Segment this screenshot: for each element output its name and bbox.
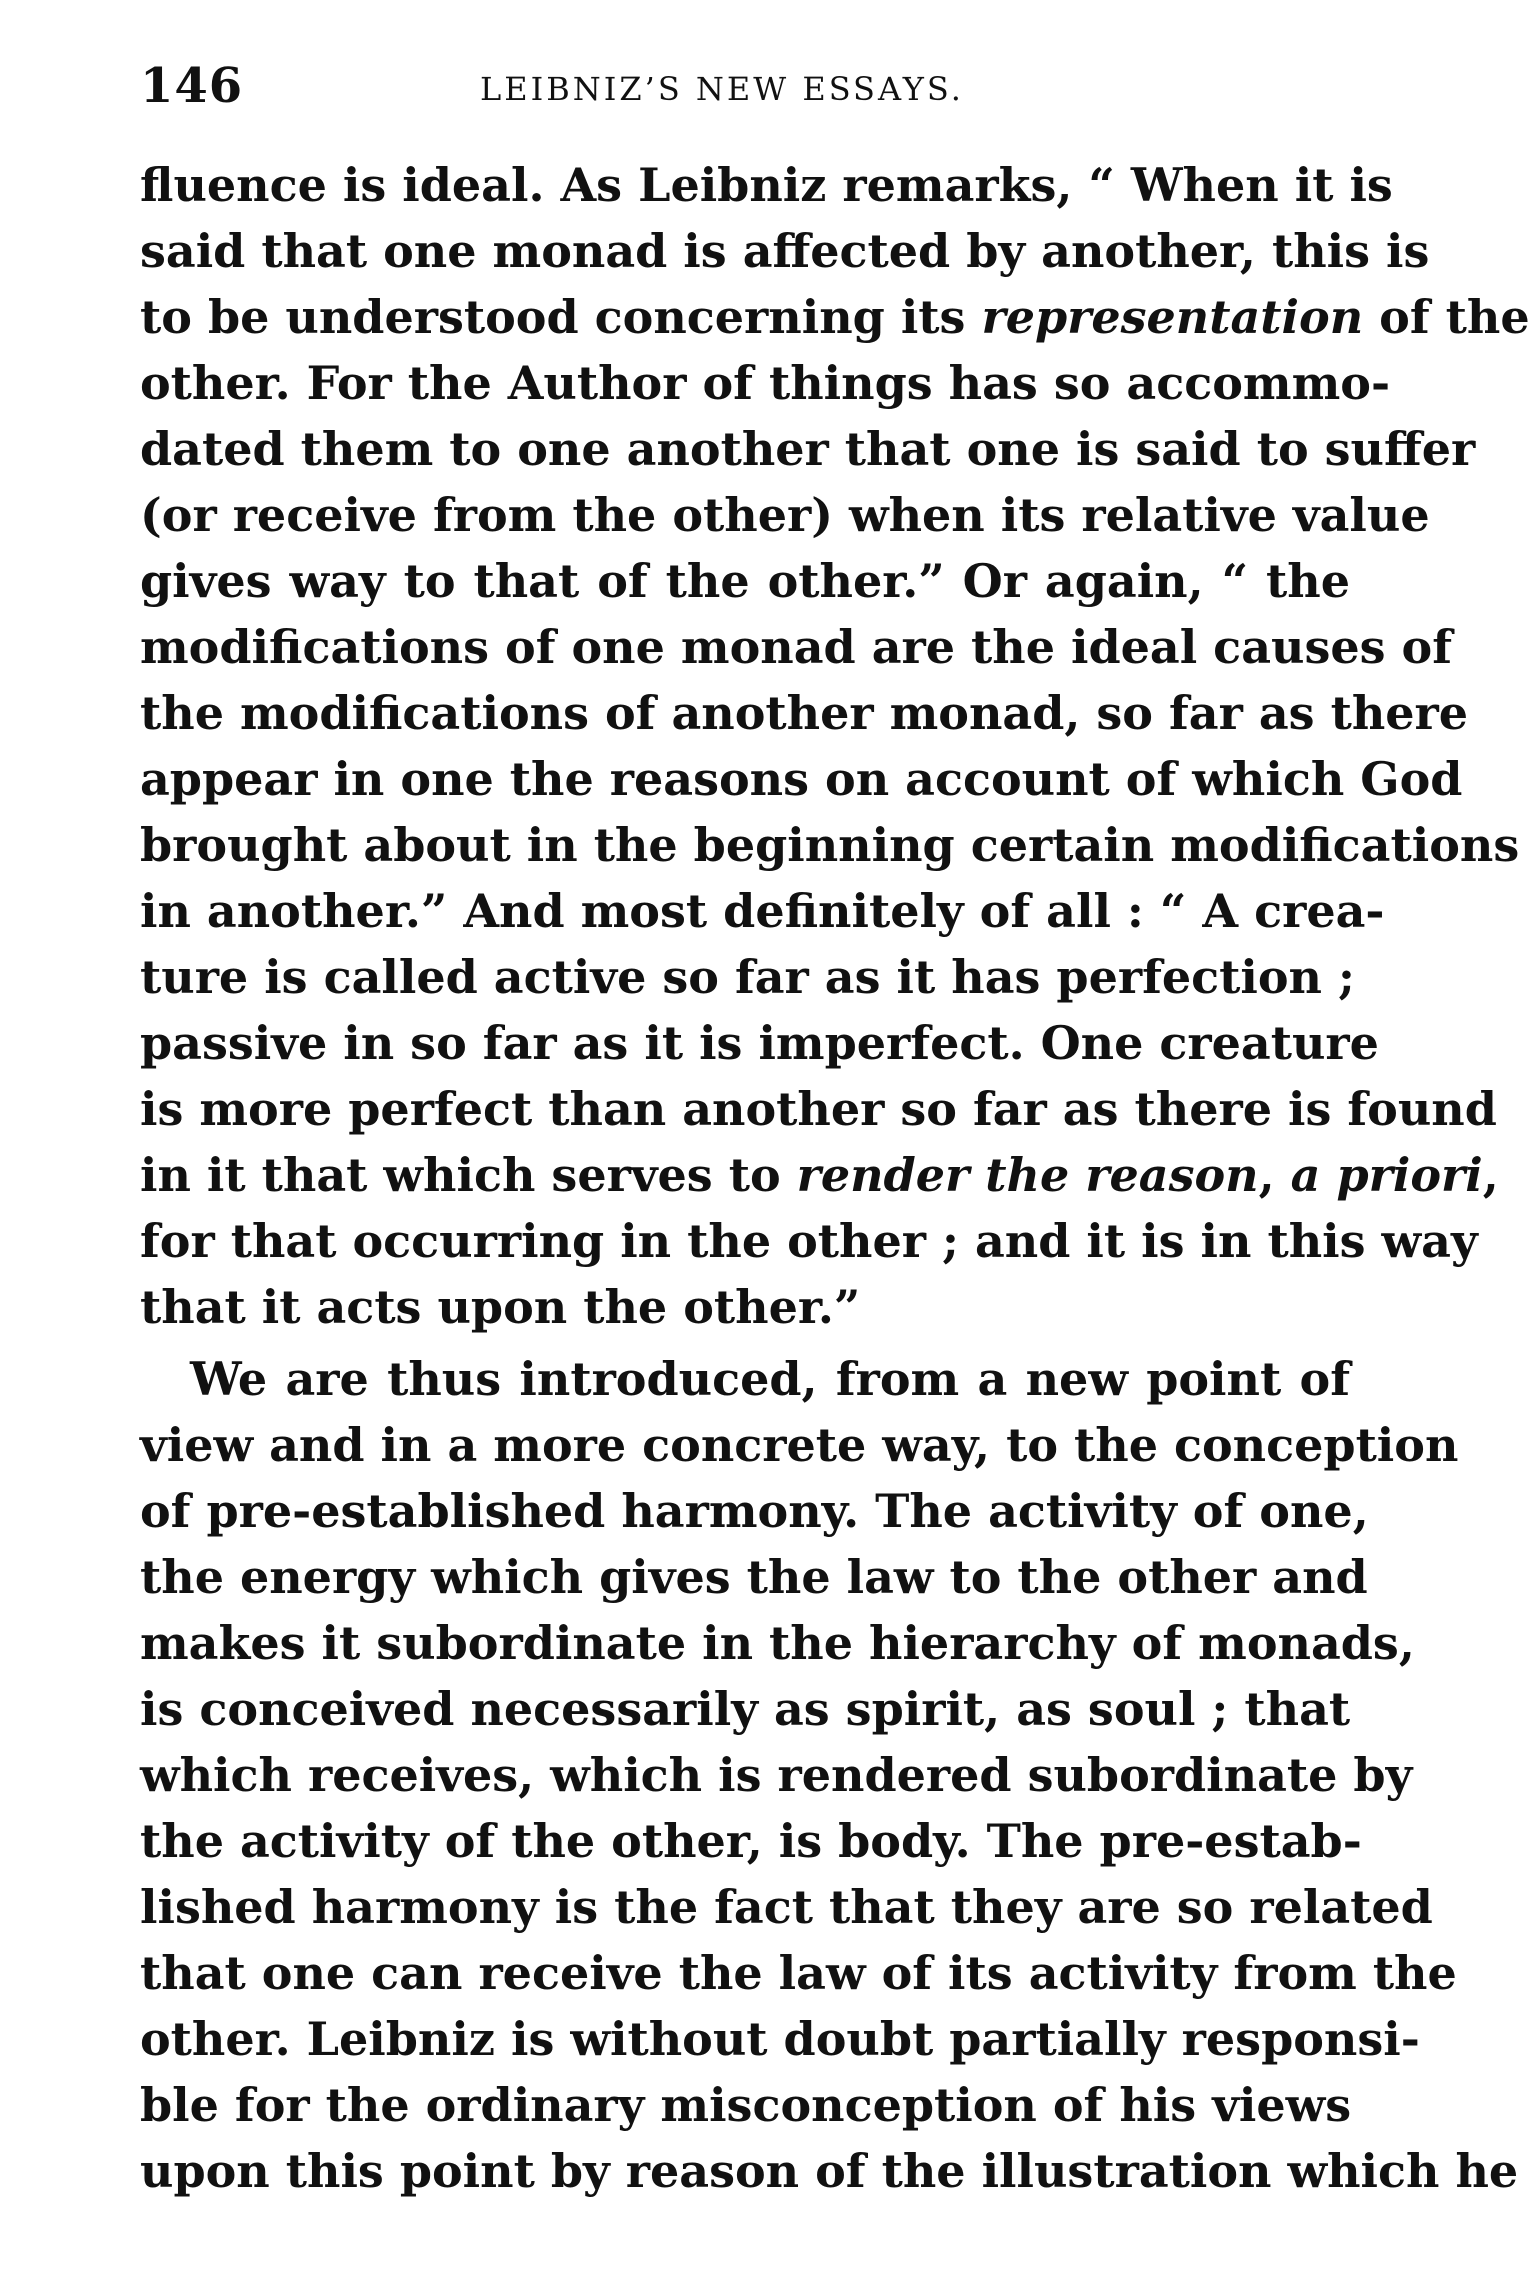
text-line: brought about in the beginning certain modifications xyxy=(140,818,1520,872)
text-run: , xyxy=(1258,1148,1291,1202)
text-line: dated them to one another that one is said to suffer xyxy=(140,422,1476,476)
text-line: that one can receive the law of its activity from the xyxy=(140,1946,1457,2000)
text-line: makes it subordinate in the hierarchy of monads, xyxy=(140,1616,1415,1670)
text-line: the energy which gives the law to the other and xyxy=(140,1550,1368,1604)
text-line: the modifications of another monad, so far as there xyxy=(140,686,1469,740)
text-line: gives way to that of the other.” Or again, “ the xyxy=(140,554,1350,608)
text-line: view and in a more concrete way, to the conception xyxy=(140,1418,1459,1472)
text-line: (or receive from the other) when its relative value xyxy=(140,488,1430,542)
page-number: 146 xyxy=(140,58,244,114)
italic-run: render the reason xyxy=(796,1148,1259,1202)
text-run: in it that which serves to xyxy=(140,1148,797,1202)
text-line: other. Leibniz is without doubt partially responsi- xyxy=(140,2012,1420,2066)
text-line: ble for the ordinary misconception of his views xyxy=(140,2078,1352,2132)
text-line xyxy=(140,284,1530,350)
text-line: in another.” And most definitely of all : “ A crea- xyxy=(140,884,1385,938)
text-line xyxy=(140,1142,1499,1208)
text-line: fluence is ideal. As Leibniz remarks, “ When it is xyxy=(140,158,1393,212)
body-text xyxy=(140,152,1530,2204)
italic-run: a priori xyxy=(1290,1148,1483,1202)
text-line: for that occurring in the other ; and it is in this way xyxy=(140,1214,1478,1268)
italic-run: representation xyxy=(981,290,1364,344)
text-run: to be understood concerning its xyxy=(140,290,982,344)
text-line: modifications of one monad are the ideal causes of xyxy=(140,620,1452,674)
text-line: said that one monad is affected by another, this is xyxy=(140,224,1430,278)
text-line: lished harmony is the fact that they are so related xyxy=(140,1880,1433,1934)
text-run: , xyxy=(1482,1148,1499,1202)
text-line: ture is called active so far as it has perfection ; xyxy=(140,950,1355,1004)
text-run: of the xyxy=(1363,290,1530,344)
text-line: is conceived necessarily as spirit, as soul ; that xyxy=(140,1682,1351,1736)
text-line: passive in so far as it is imperfect. One creature xyxy=(140,1016,1379,1070)
text-line: which receives, which is rendered subordinate by xyxy=(140,1748,1413,1802)
text-line: of pre-established harmony. The activity of one, xyxy=(140,1484,1369,1538)
text-line: that it acts upon the other.” xyxy=(140,1280,861,1334)
text-line: appear in one the reasons on account of which God xyxy=(140,752,1463,806)
page-header xyxy=(140,58,1360,128)
text-line: upon this point by reason of the illustration which he xyxy=(140,2144,1519,2198)
text-line: other. For the Author of things has so accommo- xyxy=(140,356,1391,410)
running-head: LEIBNIZ’S NEW ESSAYS. xyxy=(480,70,964,108)
text-line: We are thus introduced, from a new point of xyxy=(190,1352,1350,1406)
text-line: is more perfect than another so far as there is found xyxy=(140,1082,1497,1136)
text-line: the activity of the other, is body. The pre-estab- xyxy=(140,1814,1362,1868)
